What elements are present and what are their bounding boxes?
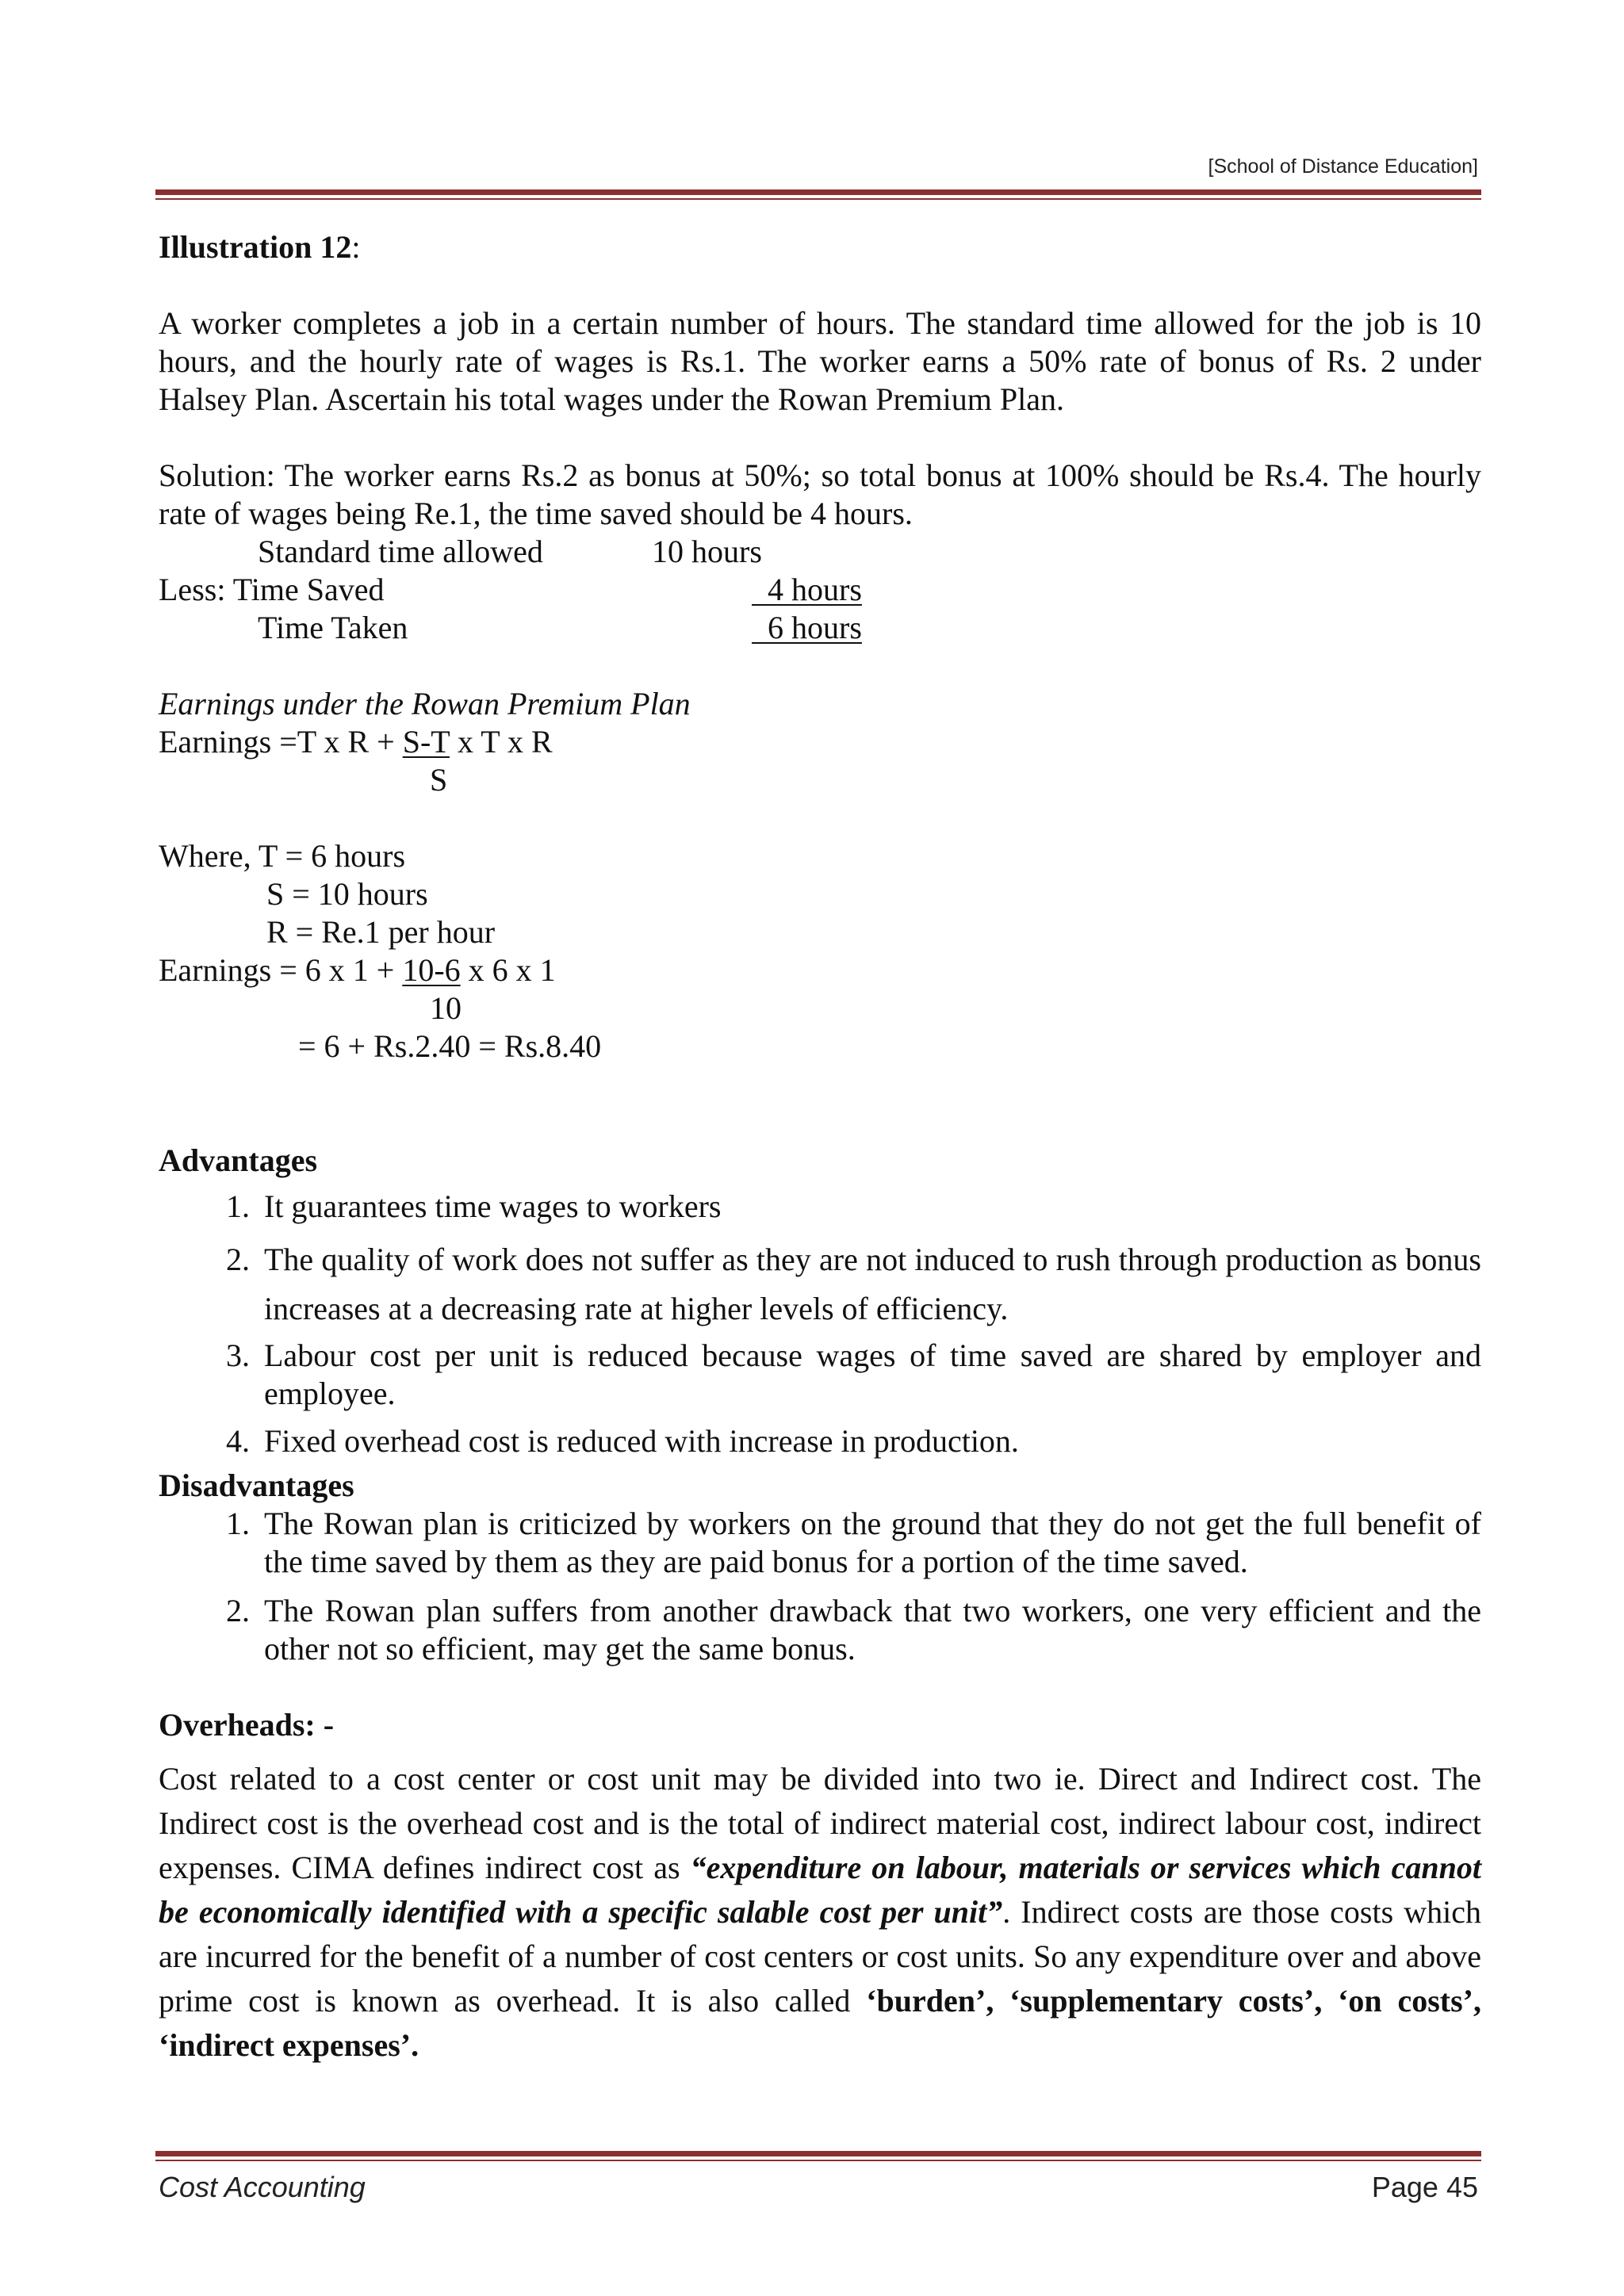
where-r: R = Re.1 per hour xyxy=(266,914,496,950)
illustration-problem: A worker completes a job in a certain number of hours. The standard time allowed for the job is 10 hours, and the hourly rate of wages is Rs.1. The worker earns a 50% rate of bonus of Rs. 2 under Halsey Plan. Ascertain his total wages under the Rowan Premium Plan. xyxy=(159,305,1481,417)
advantages-list xyxy=(159,1188,1481,1460)
illustration-title: Illustration 12: xyxy=(159,229,361,265)
earnings-heading: Earnings under the Rowan Premium Plan xyxy=(159,686,691,721)
list-item: 4. Fixed overhead cost is reduced with increase in production. xyxy=(258,1422,1481,1460)
list-item: 2. The quality of work does not suffer as they are not induced to rush through production as bonus increases at a decreasing rate at higher levels of efficiency. xyxy=(258,1235,1481,1334)
header-institution: [School of Distance Education] xyxy=(1208,155,1478,178)
list-item: 3. Labour cost per unit is reduced because wages of time saved are shared by employer and employee. xyxy=(258,1337,1481,1413)
list-item: 1. The Rowan plan is criticized by workers on the ground that they do not get the full benefit of the time saved by them as they are paid bonus for a portion of the time saved. xyxy=(258,1505,1481,1581)
overhead-terms: ‘burden’, ‘supplementary costs’, ‘on costs’, ‘indirect expenses’. xyxy=(159,1983,1482,2063)
where-t: Where, T = 6 hours xyxy=(159,838,406,874)
formula-numerator: S-T xyxy=(402,724,450,760)
calculation-numerator: 10-6 xyxy=(402,952,461,988)
calculation-denominator-line: 10 xyxy=(430,990,462,1026)
overheads-paragraph: Cost related to a cost center or cost unit may be divided into two ie. Direct and Indirect cost. The Indirect cost is the overhead cost and is the total of indirect material cost, indirect labour cost, indirect expenses. CIMA defines indirect cost as “expenditure on labour, materials or services which cannot be economically identified with a specific salable cost per unit”. Indirect costs are those costs which are incurred for the benefit of a number of cost centers or cost units. So any expenditure over and above prime cost is known as overhead. It is also called ‘burden’, ‘supplementary costs’, ‘on costs’, ‘indirect expenses’. xyxy=(159,1761,1482,2063)
where-s: S = 10 hours xyxy=(266,876,428,912)
time-saved-row: Less: Time Saved 4 hours xyxy=(159,572,862,607)
calculation-line: Earnings = 6 x 1 + 10-6 x 6 x 1 xyxy=(159,952,556,988)
time-taken-row: Time Taken 6 hours xyxy=(258,610,862,645)
formula-line: Earnings =T x R + S-T x T x R xyxy=(159,724,553,760)
calculation-result-line: = 6 + Rs.2.40 = Rs.8.40 xyxy=(298,1028,602,1064)
solution-text: Solution: The worker earns Rs.2 as bonus at 50%; so total bonus at 100% should be Rs.4. The hourly rate of wages being Re.1, the time saved should be 4 hours. xyxy=(159,457,1481,531)
footer-course: Cost Accounting xyxy=(159,2171,366,2203)
overheads-heading: Overheads: - xyxy=(159,1707,335,1743)
advantages-heading: Advantages xyxy=(159,1142,318,1178)
footer-rule xyxy=(155,2151,1481,2161)
formula-denominator-line: S xyxy=(430,762,448,798)
header-rule xyxy=(155,189,1481,200)
list-item: 1. It guarantees time wages to workers xyxy=(258,1188,1481,1226)
cima-quote: “expenditure on labour, materials or services which cannot be economically identified with a specific salable cost per unit” xyxy=(159,1850,1481,1930)
page-number: Page 45 xyxy=(1371,2171,1478,2203)
disadvantages-heading: Disadvantages xyxy=(159,1468,354,1503)
disadvantages-list xyxy=(159,1505,1481,1668)
main-content xyxy=(159,228,1481,2068)
standard-time-row: Standard time allowed 10 hours xyxy=(258,534,762,569)
list-item: 2. The Rowan plan suffers from another drawback that two workers, one very efficient and the other not so efficient, may get the same bonus. xyxy=(258,1592,1481,1668)
